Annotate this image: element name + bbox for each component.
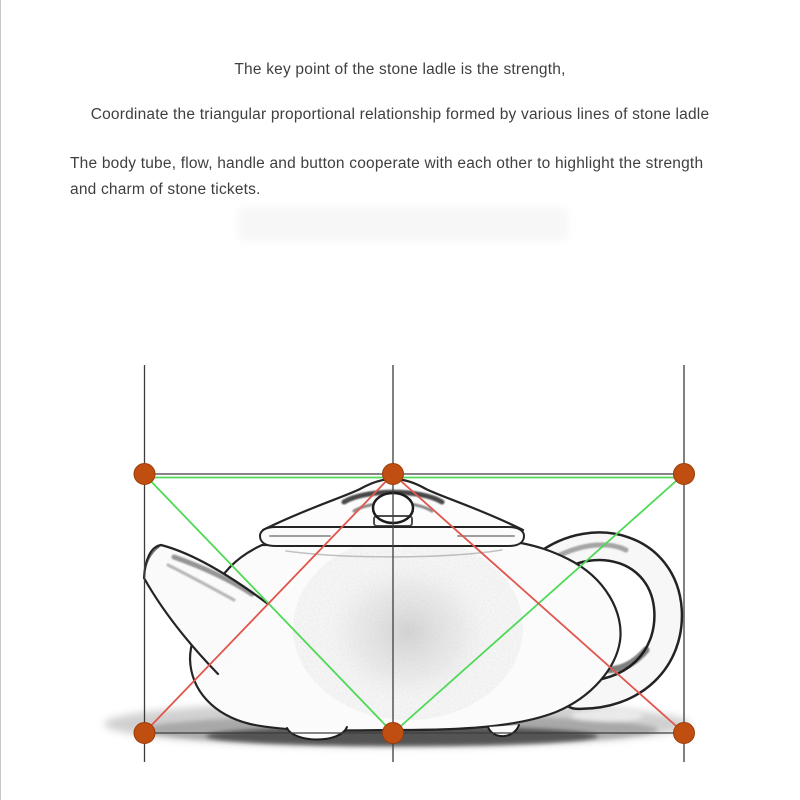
proportion-dot: [134, 723, 155, 744]
teapot-sketch: [104, 479, 690, 747]
proportion-dot: [383, 723, 404, 744]
caption-line-3a: The body tube, flow, handle and button cooperate with each other to highlight the strength: [70, 155, 704, 172]
caption-line-1: The key point of the stone ladle is the strength,: [234, 61, 566, 78]
proportion-dot: [674, 723, 695, 744]
proportion-dot: [383, 464, 404, 485]
proportion-dot: [674, 464, 695, 485]
caption-line-2: Coordinate the triangular proportional relationship formed by various lines of stone ladle: [90, 106, 710, 123]
caption-line-3b: and charm of stone tickets.: [70, 181, 261, 198]
teapot-shadow-highlight: [571, 710, 643, 722]
proportion-dot: [134, 464, 155, 485]
